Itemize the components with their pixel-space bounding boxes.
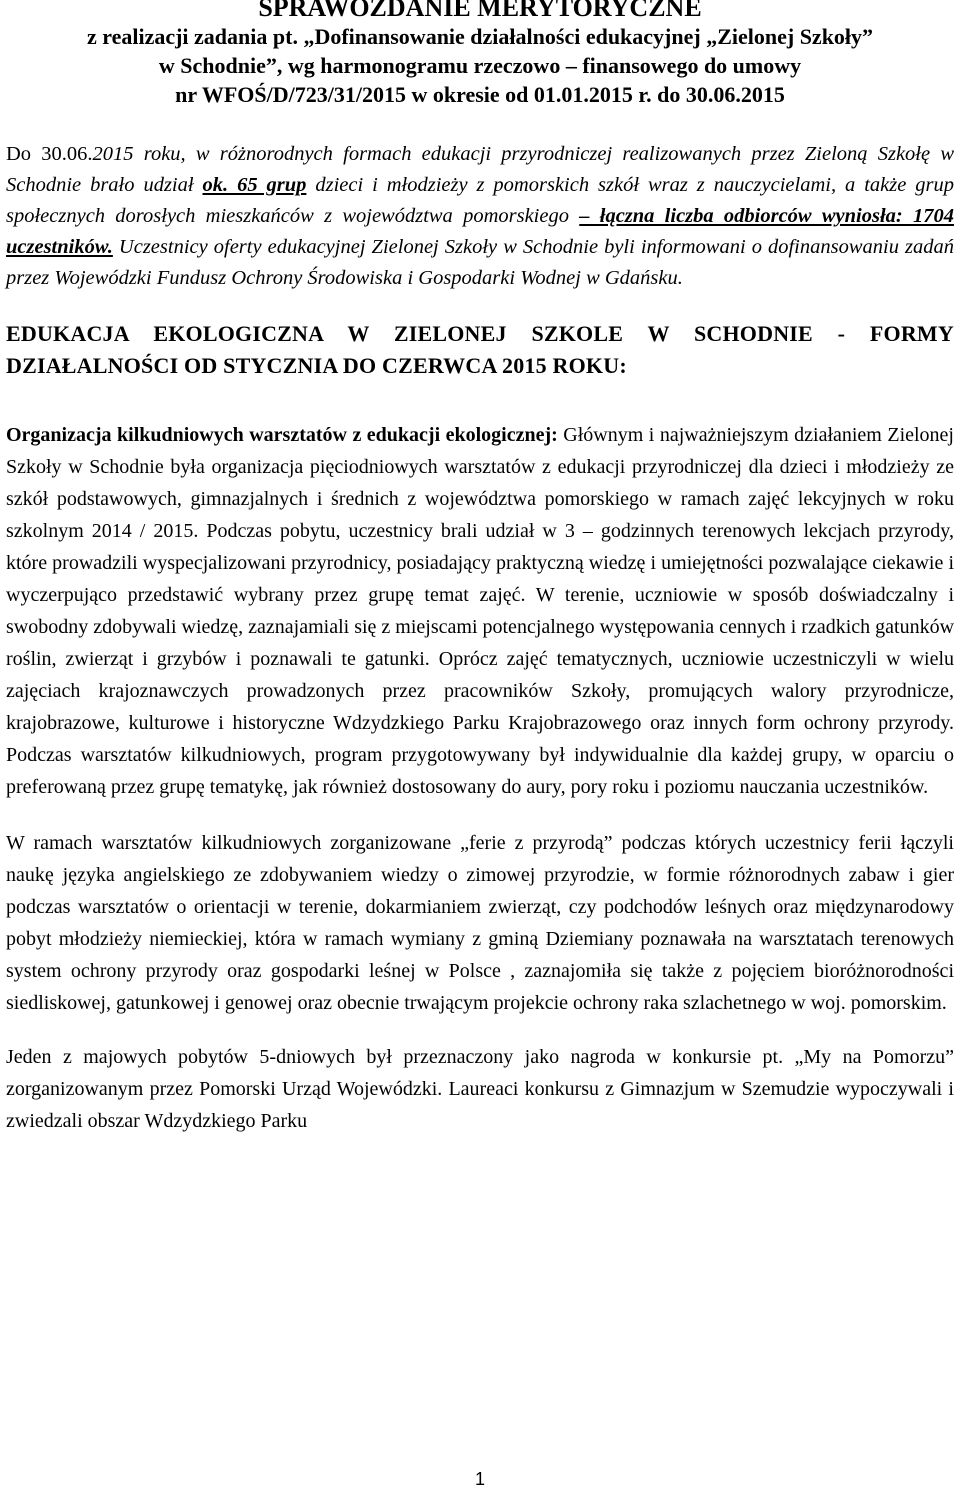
intro-text-2: dzieci i młodzieży z pomorskich szkół wraz z nauczycielami, a także grup społecznych dorosłych mieszkańców z województwa pomorskiego — [6, 174, 955, 227]
intro-funding-note: Uczestnicy oferty edukacyjnej Zielonej Szkoły w Schodnie byli informowani o dofinansowaniu zadań przez Wojewódzki Fundusz Ochrony Środowiska i Gospodarki Wodnej w Gdańsku. — [6, 236, 954, 289]
report-subtitle-line-1: z realizacji zadania pt. „Dofinansowanie działalności edukacyjnej „Zielonej Szkoły” — [86, 24, 874, 49]
intro-paragraph — [6, 139, 954, 294]
paragraph-workshops — [6, 419, 954, 803]
intro-participant-total: – łączna liczba odbiorców wyniosła: 1704 uczestników. — [6, 205, 954, 258]
paragraph-winter-holidays: W ramach warsztatów kilkudniowych zorganizowane „ferie z przyrodą” podczas których uczestnicy ferii łączyli naukę języka angielskiego ze zdobywaniem wiedzy o zimowej przyrodzie, w formie różnorodnych zabaw i gier podczas warsztatów o orientacji w terenie, dokarmianiem zwierząt, czy podchodów leśnych oraz międzynarodowy pobyt młodzieży niemieckiej, która w ramach wymiany z gminą Dziemiany poznawała na warsztatach terenowych system ochrony przyrody oraz gospodarki leśnej w Polsce , zaznajomiła się także z pojęciem bioróżnorodności siedliskowej, gatunkowej i genowej oraz obecnie trwającym projekcie ochrony raka szlachetnego w woj. pomorskim. — [6, 832, 954, 1014]
report-subtitle-line-3: nr WFOŚ/D/723/31/2015 w okresie od 01.01.2015 r. do 30.06.2015 — [175, 82, 785, 107]
intro-group-count: ok. 65 grup — [202, 174, 307, 196]
section-heading: EDUKACJA EKOLOGICZNA W ZIELONEJ SZKOLE W SCHODNIE - FORMY DZIAŁALNOŚCI OD STYCZNIA DO CZERWCA 2015 ROKU: — [6, 321, 954, 378]
report-title: SPRAWOZDANIE MERYTORYCZNE — [258, 0, 702, 22]
paragraph-lead: Organizacja kilkudniowych warsztatów z edukacji ekologicznej: — [6, 424, 558, 446]
intro-date: Do 30.06. — [6, 143, 93, 165]
paragraph-body: Głównym i najważniejszym działaniem Zielonej Szkoły w Schodnie była organizacja pięciodniowych warsztatów z edukacji przyrodniczej dla dzieci i młodzieży ze szkół podstawowych, gimnazjalnych i średnich z województwa pomorskiego w ramach zajęć lekcyjnych w roku szkolnym 2014 / 2015. Podczas pobytu, uczestnicy brali udział w 3 – godzinnych terenowych lekcjach przyrody, które prowadzili wyspecjalizowani przyrodnicy, posiadający praktyczną wiedzę i umiejętności pozwalające ciekawie i wyczerpująco przedstawić wybrany przez grupę temat zajęć. W terenie, uczniowie w sposób doświadczalny i swobodny zdobywali wiedzę, zaznajamiali się z miejscami potencjalnego występowania cennych i rzadkich gatunków roślin, zwierząt i grzybów i poznawali te gatunki. Oprócz zajęć tematycznych, uczniowie uczestniczyli w wielu zajęciach krajoznawczych prowadzonych przez pracowników Szkoły, promujących walory przyrodnicze, krajobrazowe, kulturowe i historyczne Wdzydzkiego Parku Krajobrazowego oraz innych form ochrony przyrody. Podczas warsztatów kilkudniowych, program przygotowywany był indywidualnie dla każdej grupy, w oparciu o preferowaną przez grupę tematykę, jak również dostosowany do aury, pory roku i poziomu nauczania uczestników. — [6, 424, 955, 798]
intro-text-1: 2015 roku, w różnorodnych formach edukacji przyrodniczej realizowanych przez Zieloną Szkołę w Schodnie brało udział — [6, 143, 954, 196]
report-subtitle-line-2: w Schodnie”, wg harmonogramu rzeczowo – finansowego do umowy — [158, 53, 802, 78]
page-number: 1 — [474, 1469, 485, 1489]
paragraph-contest-stay: Jeden z majowych pobytów 5-dniowych był przeznaczony jako nagroda w konkursie pt. „My na Pomorzu” zorganizowanym przez Pomorski Urząd Wojewódzki. Laureaci konkursu z Gimnazjum w Szemudzie wypoczywali i zwiedzali obszar Wdzydzkiego Parku — [6, 1046, 954, 1132]
report-header — [6, 0, 954, 109]
